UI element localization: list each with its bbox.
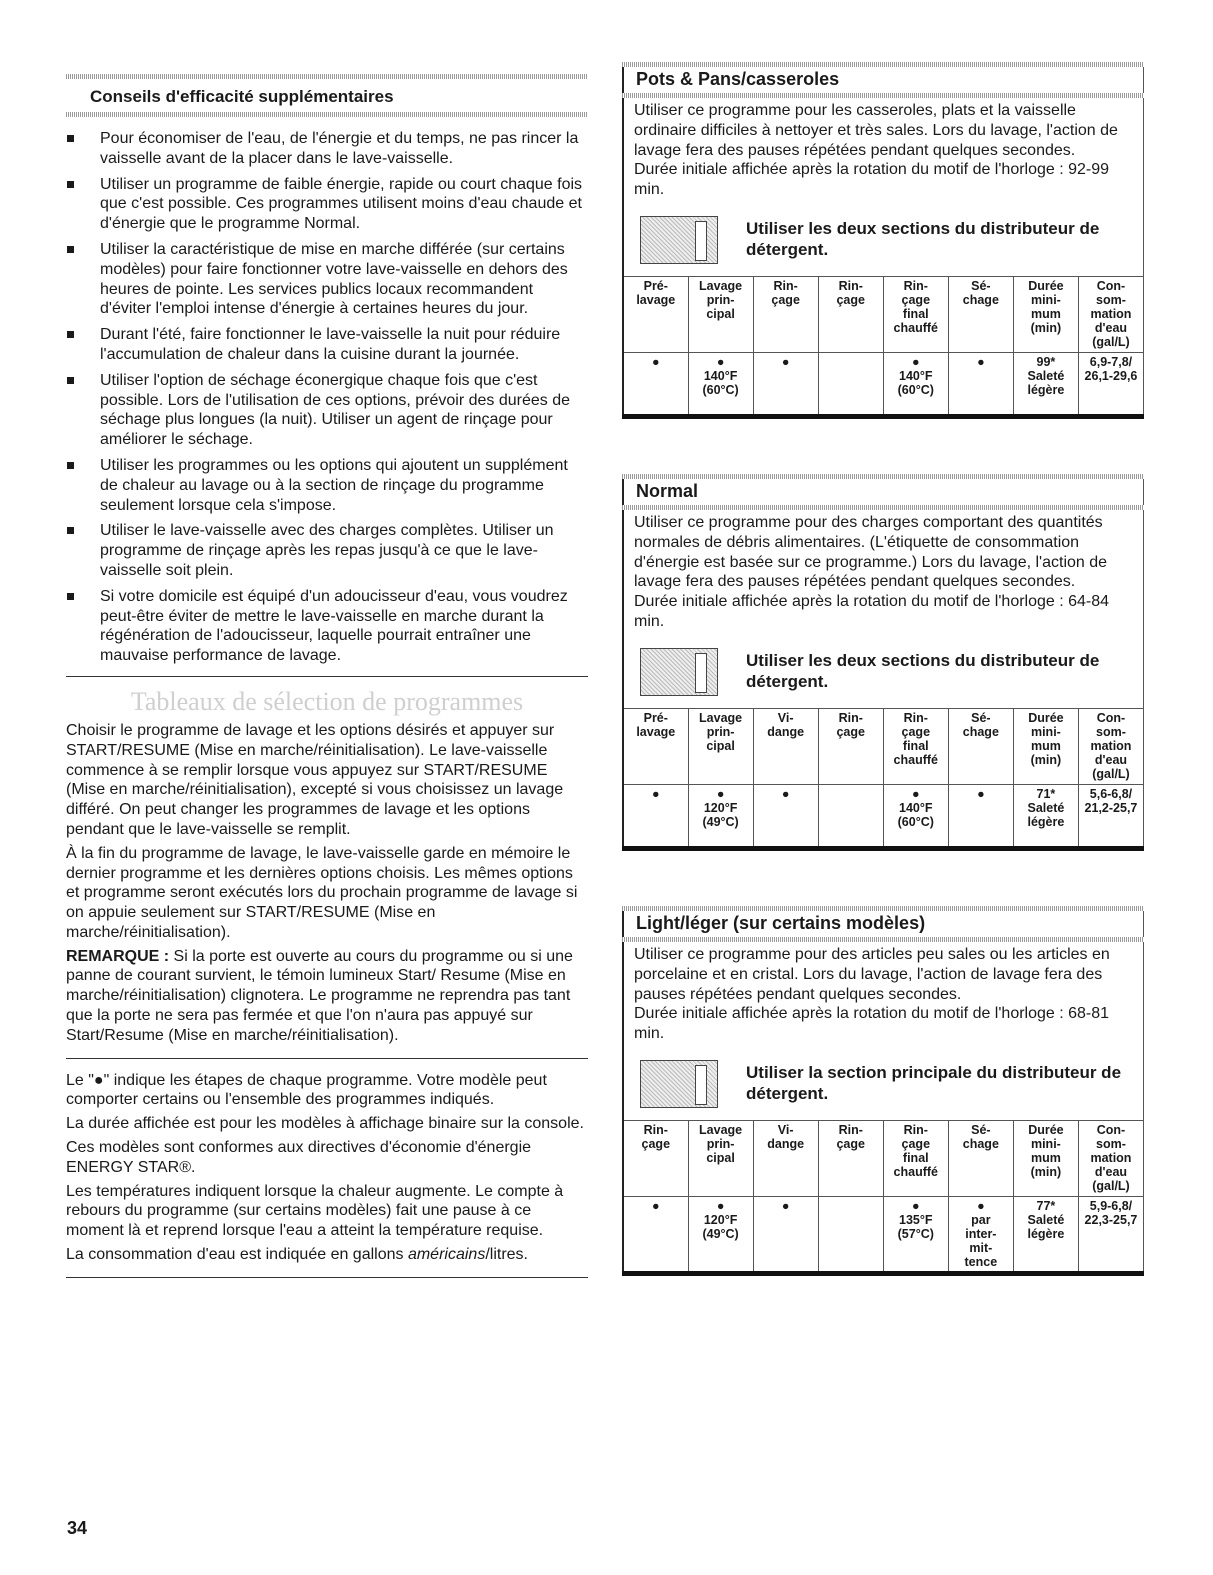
cell-line: Saleté <box>1027 368 1065 383</box>
cycle-light <box>622 906 1144 1276</box>
detergent-dispenser-icon <box>640 216 718 264</box>
table-cell <box>818 1196 883 1271</box>
table-cell <box>818 784 883 846</box>
table-header-cell <box>1013 276 1078 352</box>
cell-line: 99* <box>1036 354 1056 369</box>
header-line: Rin- <box>838 710 863 725</box>
cell-line: 6,9-7,8/ <box>1089 354 1133 369</box>
cell-line: ● <box>781 786 790 801</box>
table-header-cell <box>688 276 753 352</box>
header-line: chage <box>962 1136 999 1151</box>
header-line: Durée <box>1028 1122 1064 1137</box>
cell-line: ● <box>652 354 660 369</box>
header-line: Pré- <box>643 278 668 293</box>
table-header-cell <box>623 1120 688 1196</box>
notes-paragraph-4: Les températures indiquent lorsque la chaleur augmente. Le compte à rebours du programme (sur certains modèles) fait une pause à ce moment là et reprend lorsque l'eau a atteint la température requise. <box>66 1182 564 1240</box>
header-line: lavage <box>636 724 676 739</box>
header-line: Vi- <box>777 710 794 725</box>
notes-text: /litres. <box>485 1246 528 1264</box>
cell-line: (57°C) <box>897 1226 934 1241</box>
header-line: çage <box>641 1136 671 1151</box>
notes-paragraph-2: La durée affichée est pour les modèles à affichage binaire sur la console. <box>66 1115 584 1133</box>
table-header-cell <box>753 276 818 352</box>
selection-paragraph-2: À la fin du programme de lavage, le lave-vaisselle garde en mémoire le dernier programme et les dernières options choisis. Les mêmes options et programme seront exécutés lors du prochain programme de lavage si on appuie seulement sur START/RESUME (Mise en marche/réinitialisation). <box>66 844 578 941</box>
table-header-cell <box>948 276 1013 352</box>
header-line: chauffé <box>893 752 938 767</box>
cell-line: (60°C) <box>702 382 739 397</box>
detergent-row <box>634 200 1139 276</box>
header-line: çage <box>836 292 865 307</box>
cell-line: 140°F <box>899 368 933 383</box>
table-header-cell <box>1078 276 1143 352</box>
cell-line: (60°C) <box>897 814 934 829</box>
cycle-title: Normal <box>622 479 1144 505</box>
header-line: çage <box>901 1136 931 1151</box>
cycle-description-box <box>622 510 1144 708</box>
efficiency-tips-list <box>66 129 588 666</box>
table-header-cell <box>883 708 948 784</box>
selection-title: Tableaux de sélection de programmes <box>130 686 524 716</box>
header-line: mation <box>1090 306 1132 321</box>
list-item: Si votre domicile est équipé d'un adoucisseur d'eau, vous voudrez peut-être éviter de mettre le lave-vaisselle en marche durant la régénération de l'adoucisseur, laquelle pourrait entraîner une mauvaise performance de lavage. <box>66 587 588 666</box>
notes-emphasis: américains <box>407 1246 486 1264</box>
header-line: mum <box>1030 306 1061 321</box>
table-cell <box>623 784 688 846</box>
header-line: cipal <box>706 306 735 321</box>
selection-paragraph-1: Choisir le programme de lavage et les options désirés et appuyer sur START/RESUME (Mise en marche/réinitialisation). Le lave-vaisselle commence à se remplir lorsque vous appuyez sur START/RESUME (Mise en marche/réinitialisation), excepté si vous choisissez un lavage différé. On peut changer les programmes de lavage et les options pendant que le lave-vaisselle se remplit. <box>66 721 564 838</box>
list-item: Durant l'été, faire fonctionner le lave-vaisselle la nuit pour réduire l'accumulation de chaleur dans la cuisine durant la journée. <box>66 325 588 365</box>
header-line: chauffé <box>893 320 938 335</box>
table-header-cell <box>1078 1120 1143 1196</box>
header-line: lavage <box>636 292 676 307</box>
table-cell <box>948 352 1013 414</box>
table-cell <box>1078 352 1143 414</box>
table-header-cell <box>623 708 688 784</box>
cell-line: ● <box>781 1198 790 1213</box>
detergent-dispenser-icon <box>640 1060 718 1108</box>
header-line: d'eau <box>1094 752 1128 767</box>
cell-line: Saleté <box>1027 1212 1065 1227</box>
header-line: çage <box>836 1136 865 1151</box>
header-line: Vi- <box>777 1122 794 1137</box>
table-header-cell <box>1078 708 1143 784</box>
table-header-cell <box>688 1120 753 1196</box>
cell-line: inter- <box>965 1226 997 1241</box>
detergent-instruction: Utiliser les deux sections du distributeur de détergent. <box>746 218 1100 259</box>
table-cell <box>753 784 818 846</box>
table-cell <box>1013 1196 1078 1271</box>
table-header-cell <box>883 1120 948 1196</box>
table-header-row <box>623 1120 1144 1196</box>
header-line: som- <box>1096 1136 1126 1151</box>
cell-line: légère <box>1027 382 1065 397</box>
cell-line: ● <box>977 354 985 369</box>
table-header-cell <box>818 708 883 784</box>
header-line: Durée <box>1028 278 1064 293</box>
table-cell <box>1078 784 1143 846</box>
cell-line: 26,1-29,6 <box>1084 368 1138 383</box>
header-line: Rin- <box>643 1122 668 1137</box>
header-line: Rin- <box>838 1122 863 1137</box>
header-line: chage <box>962 292 999 307</box>
cell-line: ● <box>781 354 790 369</box>
table-header-cell <box>623 276 688 352</box>
divider <box>66 1277 588 1278</box>
header-line: chage <box>962 724 999 739</box>
table-cell <box>1013 352 1078 414</box>
table-cell <box>688 784 753 846</box>
table-cell <box>753 1196 818 1271</box>
header-line: Lavage <box>699 710 743 725</box>
table-cell <box>623 1196 688 1271</box>
table-header-row <box>623 708 1144 784</box>
header-line: çage <box>901 724 931 739</box>
table-cell <box>883 784 948 846</box>
cell-line: ● <box>716 786 725 801</box>
cell-line: 140°F <box>899 800 933 815</box>
header-line: (min) <box>1030 1164 1062 1179</box>
cell-line: 135°F <box>899 1212 933 1227</box>
table-cell <box>883 1196 948 1271</box>
table-header-cell <box>1013 1120 1078 1196</box>
header-line: final <box>902 1150 929 1165</box>
cell-line: ● <box>977 1198 985 1213</box>
list-item: Utiliser la caractéristique de mise en marche différée (sur certains modèles) pour faire fonctionner votre lave-vaisselle en dehors des heures de pointe. Les services publics locaux recommandent d'éviter l'emploi intense d'énergie à certaines heures du jour. <box>66 240 588 319</box>
cell-line: 21,2-25,7 <box>1084 800 1138 815</box>
table-row <box>623 1196 1144 1271</box>
header-line: prin- <box>706 292 735 307</box>
cycle-description: Utiliser ce programme pour les casseroles, plats et la vaisselle ordinaire difficiles à nettoyer et très sales. Lors du lavage, l'action de lavage fera des pauses répétées pendant quelques secondes. <box>634 102 1118 159</box>
detergent-instruction: Utiliser la section principale du distributeur de détergent. <box>746 1062 1122 1103</box>
divider <box>66 1058 588 1059</box>
header-line: Sé- <box>971 1122 991 1137</box>
list-item: Utiliser un programme de faible énergie, rapide ou court chaque fois que c'est possible. Ces programmes utilisent moins d'eau chaude et d'énergie que le programme Normal. <box>66 175 588 234</box>
header-line: Lavage <box>699 1122 743 1137</box>
header-line: mum <box>1030 738 1061 753</box>
cell-line: 71* <box>1036 786 1056 801</box>
header-line: Rin- <box>838 278 863 293</box>
detergent-row <box>634 1044 1139 1120</box>
cell-line: 77* <box>1036 1198 1056 1213</box>
header-line: Rin- <box>903 278 928 293</box>
notes-paragraph-5 <box>66 1245 588 1265</box>
cycle-title: Pots & Pans/casseroles <box>622 67 1144 93</box>
cycle-table <box>622 276 1144 415</box>
header-line: çage <box>771 292 800 307</box>
detergent-instruction: Utiliser les deux sections du distributeur de détergent. <box>746 650 1100 691</box>
header-line: final <box>902 306 929 321</box>
header-line: cipal <box>706 1150 735 1165</box>
cell-line: (60°C) <box>897 382 934 397</box>
table-header-cell <box>883 276 948 352</box>
cycle-bottom-bar <box>622 846 1144 851</box>
header-line: mum <box>1030 1150 1061 1165</box>
table-cell <box>1013 784 1078 846</box>
cycle-table <box>622 708 1144 847</box>
cell-line: ● <box>912 354 920 369</box>
cycle-description: Utiliser ce programme pour des charges comportant des quantités normales de débris alimentaires. (L'étiquette de consommation d'énergie est basée sur ce programme.) Lors du lavage, l'action de lavage fera des pauses répétées pendant quelques secondes. <box>634 514 1108 591</box>
header-line: mini- <box>1030 724 1061 739</box>
cell-line: légère <box>1027 1226 1065 1241</box>
header-line: mation <box>1090 1150 1132 1165</box>
table-header-cell <box>818 276 883 352</box>
header-line: Con- <box>1096 710 1126 725</box>
table-header-cell <box>688 708 753 784</box>
table-cell <box>688 1196 753 1271</box>
table-cell <box>818 352 883 414</box>
table-header-cell <box>1013 708 1078 784</box>
header-line: chauffé <box>893 1164 938 1179</box>
header-line: prin- <box>706 724 735 739</box>
header-line: Con- <box>1096 1122 1126 1137</box>
cell-line: (49°C) <box>702 1226 739 1241</box>
header-line: (gal/L) <box>1092 1178 1130 1193</box>
notes-paragraph-3: Ces modèles sont conformes aux directives d'économie d'énergie ENERGY STAR®. <box>66 1139 532 1176</box>
table-header-cell <box>818 1120 883 1196</box>
cell-line: 5,9-6,8/ <box>1089 1198 1133 1213</box>
table-cell <box>948 784 1013 846</box>
cell-line: ● <box>716 354 725 369</box>
cell-line: ● <box>977 786 985 801</box>
header-line: d'eau <box>1094 320 1128 335</box>
list-item: Pour économiser de l'eau, de l'énergie et du temps, ne pas rincer la vaisselle avant de la placer dans le lave-vaisselle. <box>66 129 588 169</box>
notes-text: La consommation d'eau est indiquée en gallons <box>66 1246 408 1264</box>
header-line: (min) <box>1030 320 1062 335</box>
header-line: Con- <box>1096 278 1126 293</box>
selection-note <box>66 947 588 1046</box>
cell-line: légère <box>1027 814 1065 829</box>
cell-line: ● <box>652 1198 660 1213</box>
header-line: (min) <box>1030 752 1062 767</box>
cycle-normal <box>622 474 1144 851</box>
header-line: mation <box>1090 738 1132 753</box>
list-item: Utiliser l'option de séchage éconergique chaque fois que c'est possible. Lors de l'utilisation de ces options, prévoir des durées de séchage plus longues (la nuit). Utiliser un agent de rinçage pour améliorer le séchage. <box>66 371 588 450</box>
header-line: cipal <box>706 738 735 753</box>
header-line: çage <box>901 292 931 307</box>
header-line: (gal/L) <box>1092 334 1130 349</box>
cell-line: 120°F <box>703 800 738 815</box>
header-line: prin- <box>706 1136 735 1151</box>
cycle-description-box <box>622 98 1144 276</box>
header-line: som- <box>1096 292 1126 307</box>
cycle-table <box>622 1120 1144 1271</box>
header-line: dange <box>767 1136 805 1151</box>
cycle-title: Light/léger (sur certains modèles) <box>622 911 1144 937</box>
table-row <box>623 784 1144 846</box>
header-line: Rin- <box>903 710 928 725</box>
table-header-cell <box>753 708 818 784</box>
table-cell <box>623 352 688 414</box>
cell-line: tence <box>964 1254 998 1269</box>
cell-line: ● <box>716 1198 725 1213</box>
header-line: Pré- <box>643 710 668 725</box>
detergent-dispenser-icon <box>640 648 718 696</box>
header-line: d'eau <box>1094 1164 1128 1179</box>
cell-line: ● <box>912 786 920 801</box>
table-cell <box>688 352 753 414</box>
header-line: Sé- <box>971 710 991 725</box>
cycle-initial-time: Durée initiale affichée après la rotation du motif de l'horloge : 92-99 min. <box>634 161 1110 199</box>
cell-line: ● <box>912 1198 920 1213</box>
cycle-bottom-bar <box>622 1271 1144 1276</box>
cell-line: 140°F <box>703 368 738 383</box>
cell-line: (49°C) <box>702 814 739 829</box>
table-header-cell <box>753 1120 818 1196</box>
cycle-initial-time: Durée initiale affichée après la rotation du motif de l'horloge : 64-84 min. <box>634 593 1110 630</box>
header-line: (gal/L) <box>1092 766 1130 781</box>
table-header-cell <box>948 1120 1013 1196</box>
header-line: dange <box>767 724 805 739</box>
cell-line: ● <box>652 786 660 801</box>
table-cell <box>883 352 948 414</box>
note-label: REMARQUE : <box>66 947 170 965</box>
header-line: som- <box>1096 724 1126 739</box>
table-row <box>623 352 1144 414</box>
table-cell <box>753 352 818 414</box>
list-item: Utiliser le lave-vaisselle avec des charges complètes. Utiliser un programme de rinçage après les repas jusqu'à ce que le lave-vaisselle soit plein. <box>66 521 588 580</box>
header-line: mini- <box>1030 1136 1061 1151</box>
table-cell <box>948 1196 1013 1271</box>
cycle-initial-time: Durée initiale affichée après la rotation du motif de l'horloge : 68-81 min. <box>634 1005 1110 1043</box>
cell-line: mit- <box>969 1240 993 1255</box>
cycle-description-box <box>622 942 1144 1120</box>
header-line: Rin- <box>773 278 798 293</box>
header-line: Rin- <box>903 1122 928 1137</box>
detergent-row <box>634 632 1139 708</box>
header-line: Sé- <box>971 278 991 293</box>
cell-line: par <box>971 1212 991 1227</box>
efficiency-title: Conseils d'efficacité supplémentaires <box>90 87 394 106</box>
cell-line: 5,6-6,8/ <box>1089 786 1133 801</box>
cell-line: 120°F <box>703 1212 738 1227</box>
table-header-row <box>623 276 1144 352</box>
cycle-bottom-bar <box>622 414 1144 419</box>
table-cell <box>1078 1196 1143 1271</box>
note-text: Si la porte est ouverte au cours du programme ou si une panne de courant survient, le témoin lumineux Start/ Resume (Mise en marche/réinitialisation) clignotera. Le programme ne reprendra pas tant que la porte ne sera pas fermée et que l'on n'aura pas appuyé sur Start/Resume (Mise en marche/réinitialisation). <box>66 947 573 1044</box>
cycle-pots-pans <box>622 62 1144 419</box>
notes-paragraph-1: Le "●" indique les étapes de chaque programme. Votre modèle peut comporter certains ou l'ensemble des programmes indiqués. <box>66 1071 547 1109</box>
left-column <box>66 74 588 1278</box>
header-line: Lavage <box>699 278 743 293</box>
page-number: 34 <box>67 1518 88 1538</box>
cycle-description: Utiliser ce programme pour des articles peu sales ou les articles en porcelaine et en cristal. Lors du lavage, l'action de lavage fera des pauses répétées pendant quelques secondes. <box>634 946 1110 1003</box>
section-stripe <box>66 112 588 117</box>
cell-line: 22,3-25,7 <box>1084 1212 1138 1227</box>
table-header-cell <box>948 708 1013 784</box>
header-line: Durée <box>1028 710 1064 725</box>
header-line: final <box>902 738 929 753</box>
cell-line: Saleté <box>1027 800 1065 815</box>
list-item: Utiliser les programmes ou les options qui ajoutent un supplément de chaleur au lavage ou à la section de rinçage du programme seulement lorsque cela s'impose. <box>66 456 588 515</box>
header-line: çage <box>836 724 865 739</box>
header-line: mini- <box>1030 292 1061 307</box>
